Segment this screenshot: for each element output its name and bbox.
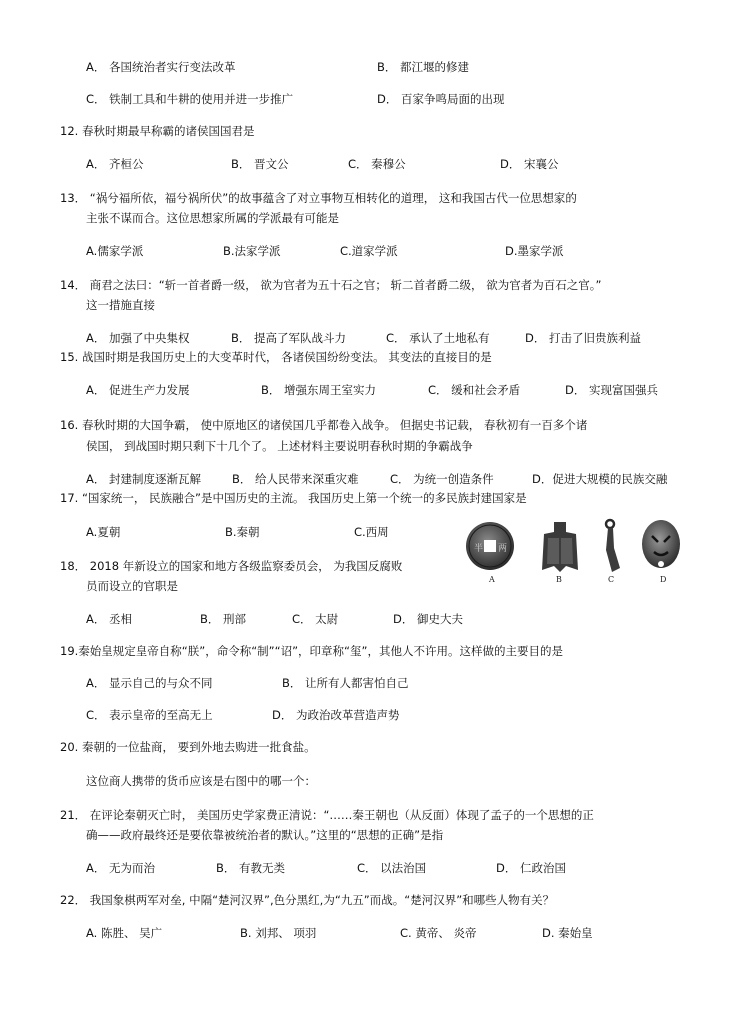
q18-option-d: D． 御史大夫 <box>393 612 464 626</box>
q22-stem: 22． 我国象棋两军对垒, 中隔“楚河汉界”,色分黑红,为“九五”而战。“楚河汉界”和哪些人物有关？ <box>60 893 555 907</box>
spade-coin-icon <box>536 518 584 576</box>
svg-text:两: 两 <box>498 544 508 554</box>
q16-option-b: B． 给人民带来深重灾难 <box>232 472 359 486</box>
q14-option-a: A． 加强了中央集权 <box>86 331 190 345</box>
svg-text:半: 半 <box>474 544 484 554</box>
q12-option-b: B． 晋文公 <box>231 157 289 171</box>
ancient-coins-figure <box>460 518 688 588</box>
q13-stem-line2: 主张不谋而合。这位思想家所属的学派最有可能是 <box>86 211 339 225</box>
q13-option-a: A.儒家学派 <box>86 244 144 258</box>
q21-option-d: D． 仁政治国 <box>496 861 567 875</box>
q21-option-b: B． 有教无类 <box>216 861 286 875</box>
q22-option-a: A. 陈胜、 吴广 <box>86 926 163 940</box>
q15-option-c: C． 缓和社会矛盾 <box>428 383 521 397</box>
q13-option-c: C.道家学派 <box>340 244 398 258</box>
q14-stem-line1: 14． 商君之法曰：“斩一首者爵一级， 欲为官者为五十石之官； 斩二首者爵二级， 欲为官者为百石之官。” <box>60 278 602 292</box>
q13-option-d: D.墨家学派 <box>505 244 564 258</box>
q19-option-c: C． 表示皇帝的至高无上 <box>86 708 213 722</box>
q17-option-a: A.夏朝 <box>86 525 121 539</box>
q21-option-a: A． 无为而治 <box>86 861 156 875</box>
q18-stem-line2: 员而设立的官职是 <box>86 579 178 593</box>
round-square-hole-coin-icon <box>460 518 522 576</box>
q16-option-c: C． 为统一创造条件 <box>390 472 494 486</box>
q14-option-d: D． 打击了旧贵族利益 <box>525 331 642 345</box>
q16-option-d: D．促进大规模的民族交融 <box>532 472 668 486</box>
coin-label-a: A <box>489 575 495 584</box>
q11-option-c: C． 铁制工具和牛耕的使用并进一步推广 <box>86 92 294 106</box>
q12-stem: 12. 春秋时期最早称霸的诸侯国国君是 <box>60 124 255 138</box>
q15-option-d: D． 实现富国强兵 <box>565 383 659 397</box>
q16-stem-line1: 16. 春秋时期的大国争霸， 使中原地区的诸侯国几乎都卷入战争。 但据史书记载， 春秋初有一百多个诸 <box>60 418 588 432</box>
ant-nose-coin-icon <box>638 518 684 576</box>
q17-option-b: B.秦朝 <box>225 525 260 539</box>
q13-option-b: B.法家学派 <box>223 244 281 258</box>
q22-option-b: B. 刘邦、 项羽 <box>240 926 317 940</box>
q20-stem-line1: 20. 秦朝的一位盐商， 要到外地去购进一批食盐。 <box>60 740 316 754</box>
q17-stem: 17. “国家统一， 民族融合”是中国历史的主流。 我国历史上第一个统一的多民族封建国家是 <box>60 491 527 505</box>
q18-option-a: A． 丞相 <box>86 612 133 626</box>
q15-option-a: A． 促进生产力发展 <box>86 383 190 397</box>
q21-stem-line1: 21． 在评论秦朝灭亡时， 美国历史学家费正清说：“……秦王朝也（从反面）体现了孟子的一个思想的正 <box>60 808 594 822</box>
q14-option-c: C． 承认了土地私有 <box>386 331 490 345</box>
q12-option-c: C． 秦穆公 <box>348 157 406 171</box>
q19-option-a: A． 显示自己的与众不同 <box>86 676 213 690</box>
coin-label-b: B <box>556 575 562 584</box>
coin-label-d: D <box>660 575 667 584</box>
q12-option-d: D． 宋襄公 <box>500 157 559 171</box>
coin-label-c: C <box>608 575 615 584</box>
q22-option-d: D. 秦始皇 <box>542 926 593 940</box>
q11-option-d: D． 百家争鸣局面的出现 <box>377 92 505 106</box>
q14-option-b: B． 提高了军队战斗力 <box>231 331 347 345</box>
q13-stem-line1: 13． “祸兮福所依，福兮祸所伏”的故事蕴含了对立事物互相转化的道理， 这和我国古代一位思想家的 <box>60 191 577 205</box>
knife-coin-icon <box>594 518 630 576</box>
q15-option-b: B． 增强东周王室实力 <box>261 383 377 397</box>
q12-option-a: A． 齐桓公 <box>86 157 144 171</box>
q14-stem-line2: 这一措施直接 <box>86 298 155 312</box>
q21-option-c: C． 以法治国 <box>357 861 427 875</box>
q17-option-c: C.西周 <box>354 525 389 539</box>
q15-stem: 15. 战国时期是我国历史上的大变革时代， 各诸侯国纷纷变法。 其变法的直接目的是 <box>60 350 492 364</box>
q11-option-b: B． 都江堰的修建 <box>377 60 470 74</box>
q19-option-b: B． 让所有人都害怕自己 <box>282 676 409 690</box>
q21-stem-line2: 确——政府最终还是要依靠被统治者的默认。”这里的“思想的正确”是指 <box>86 828 444 842</box>
q18-stem-line1: 18． 2018 年新设立的国家和地方各级监察委员会， 为我国反腐败 <box>60 559 403 573</box>
q18-option-c: C． 太尉 <box>292 612 339 626</box>
q19-stem: 19.秦始皇规定皇帝自称“朕”，命令称“制”“诏”，印章称“玺”，其他人不许用。这样做的主要目的是 <box>60 644 563 658</box>
q18-option-b: B． 刑部 <box>200 612 247 626</box>
q16-option-a: A． 封建制度逐渐瓦解 <box>86 472 202 486</box>
q22-option-c: C. 黄帝、 炎帝 <box>400 926 477 940</box>
q20-stem-line2: 这位商人携带的货币应该是右图中的哪一个： <box>86 774 316 788</box>
q11-option-a: A． 各国统治者实行变法改革 <box>86 60 236 74</box>
q19-option-d: D． 为政治改革营造声势 <box>272 708 400 722</box>
q16-stem-line2: 侯国， 到战国时期只剩下十几个了。 上述材料主要说明春秋时期的争霸战争 <box>86 439 473 453</box>
